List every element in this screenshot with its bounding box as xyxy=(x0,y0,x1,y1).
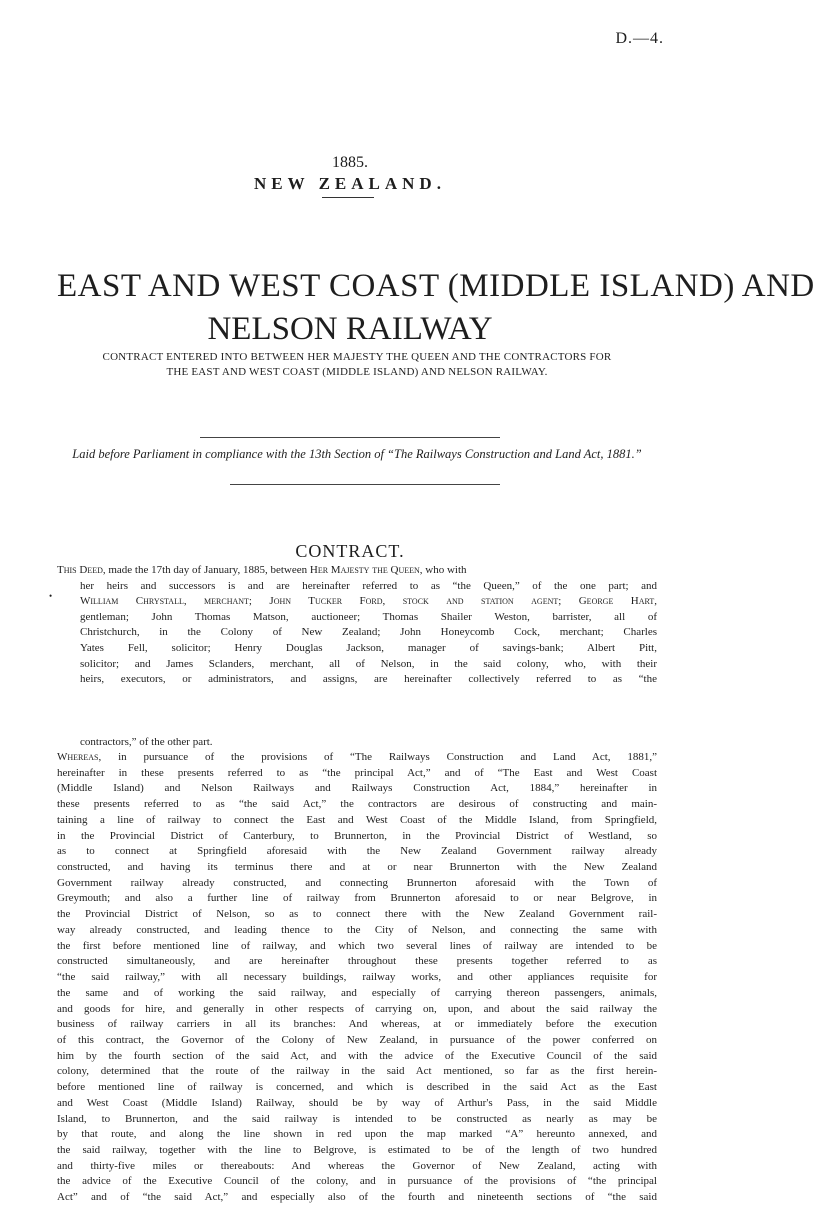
whereas-line: way already constructed, and leading thence to the City of Nelson, and connecting the same with xyxy=(57,923,657,936)
whereas-first-line xyxy=(57,750,657,766)
subtitle-line-1: CONTRACT ENTERED INTO BETWEEN HER MAJESTY THE QUEEN AND THE CONTRACTORS FOR xyxy=(102,351,612,363)
deed-opening-line xyxy=(57,563,657,579)
whereas-line: Government railway already constructed, and connecting Brunnerton aforesaid with the Town of xyxy=(57,876,657,889)
whereas-line: and West Coast (Middle Island) Railway, should be by way of Arthur's Pass, in the said Middle xyxy=(57,1096,657,1109)
whereas-line: hereinafter in these presents referred to as “the principal Act,” and of “The East and West Coast xyxy=(57,766,657,779)
whereas-line: the said railway, together with the line to Belgrove, is estimated to be of the length of two hundred xyxy=(57,1143,657,1156)
deed-line: solicitor; and James Sclanders, merchant, all of Nelson, in the said colony, who, with their xyxy=(80,657,657,670)
whereas-line: the first before mentioned line of railway, and which two several lines of railway are intended to be xyxy=(57,939,657,952)
her-majesty: Her Majesty the Queen, xyxy=(309,564,423,576)
deed-parties-block xyxy=(80,579,657,688)
divider-top xyxy=(200,437,500,438)
whereas-line: constructed, and having its terminus there and at or near Brunnerton with the New Zealand xyxy=(57,861,657,874)
whereas-line: by that route, and along the line shown in red upon the map marked “A” hereunto annexed, and xyxy=(57,1128,657,1141)
whereas-line: in the Provincial District of Canterbury, to Brunnerton, in the Provincial District of Westland, so xyxy=(57,829,657,842)
contract-heading: CONTRACT. xyxy=(295,541,405,561)
deed-date-text: made the 17th day of January, 1885, between xyxy=(108,564,308,576)
laid-before-parliament-note: Laid before Parliament in compliance with the 13th Section of “The Railways Construction and Land Act, 1881.” xyxy=(72,447,642,461)
whereas-first-text: in pursuance of the provisions of “The Railways Construction and Land Act, 1881,” xyxy=(118,751,657,763)
whereas-line: taining a line of railway to connect the East and West Coast of the Middle Island, from Springfield, xyxy=(57,813,657,826)
whereas-word: Whereas, xyxy=(57,751,102,763)
deed-line-end: who with xyxy=(425,564,467,576)
subtitle xyxy=(57,350,657,380)
subtitle-line-2: THE EAST AND WEST COAST (MIDDLE ISLAND) AND NELSON RAILWAY. xyxy=(166,366,548,378)
margin-mark: • xyxy=(49,591,53,601)
whereas-line: Act” and of “the said Act,” and especially also of the fourth and nineteenth sections of “the said xyxy=(57,1191,657,1204)
whereas-line: these presents referred to as “the said Act,” the contractors are desirous of constructing and main- xyxy=(57,798,657,811)
whereas-lines xyxy=(57,766,657,1206)
main-title-line-1: EAST AND WEST COAST (MIDDLE ISLAND) AND xyxy=(57,268,815,304)
deed-line: Christchurch, in the Colony of New Zealand; John Honeycomb Cock, merchant; Charles xyxy=(80,626,657,639)
deed-line-last: contractors,” of the other part. xyxy=(80,735,213,748)
whereas-line: and goods for hire, and generally in other respects of carrying on, upon, and about the said railway the xyxy=(57,1002,657,1015)
whereas-line: as to connect at Springfield aforesaid with the New Zealand Government railway already xyxy=(57,845,657,858)
year: 1885. xyxy=(332,154,368,171)
whereas-line: the advice of the Executive Council of the colony, and in pursuance of the provisions of “the principal xyxy=(57,1175,657,1188)
whereas-line: before mentioned line of railway is concerned, and which is described in the said Act as the East xyxy=(57,1081,657,1094)
short-divider xyxy=(322,197,374,198)
whereas-line: and thirty-five miles or thereabouts: And whereas the Governor of New Zealand, acting with xyxy=(57,1159,657,1172)
whereas-line: colony, determined that the route of the railway in the said Act mentioned, so far as the first herein- xyxy=(57,1065,657,1078)
whereas-line: Island, to Brunnerton, and the said railway is intended to be constructed as nearly as may be xyxy=(57,1112,657,1125)
deed-opening-word: This Deed, xyxy=(57,564,106,576)
whereas-line: “the said railway,” with all necessary buildings, railway works, and other appliances requisite for xyxy=(57,971,657,984)
whereas-line: him by the fourth section of the said Act, and with the advice of the Executive Council of the said xyxy=(57,1049,657,1062)
deed-line: gentleman; John Thomas Matson, auctioneer; Thomas Shailer Weston, barrister, all of xyxy=(80,610,657,623)
whereas-line: Greymouth; and also a further line of railway from Brunnerton aforesaid to or near Belgrove, in xyxy=(57,892,657,905)
document-number: D.—4. xyxy=(615,30,664,47)
deed-line: heirs, executors, or administrators, and assigns, are hereinafter collectively referred to as “the xyxy=(80,673,657,686)
whereas-line: the Provincial District of Nelson, so as to connect there with the New Zealand Government rail- xyxy=(57,908,657,921)
deed-line: William Chrystall, merchant; John Tucker Ford, stock and station agent; George Hart, xyxy=(80,595,657,608)
whereas-line: business of railway carriers in all its branches: And whereas, at or immediately before the execution xyxy=(57,1018,657,1031)
country-heading: NEW ZEALAND. xyxy=(254,174,446,193)
whereas-line: the same and of working the said railway, and especially of carrying thereon passengers, animals, xyxy=(57,986,657,999)
deed-line: Yates Fell, solicitor; Henry Douglas Jackson, manager of savings-bank; Albert Pitt, xyxy=(80,641,657,654)
whereas-line: (Middle Island) and Nelson Railways and Railways Construction Act, 1884,” hereinafter in xyxy=(57,782,657,795)
divider-bottom xyxy=(230,484,500,485)
whereas-paragraph xyxy=(57,750,657,1206)
main-title-line-2: NELSON RAILWAY xyxy=(207,311,493,347)
whereas-line: of this contract, the Governor of the Colony of New Zealand, in pursuance of the power conferred on xyxy=(57,1033,657,1046)
deed-line: her heirs and successors is and are hereinafter referred to as “the Queen,” of the one part; and xyxy=(80,579,657,592)
whereas-line: constructed simultaneously, and are hereinafter throughout these presents together referred to as xyxy=(57,955,657,968)
